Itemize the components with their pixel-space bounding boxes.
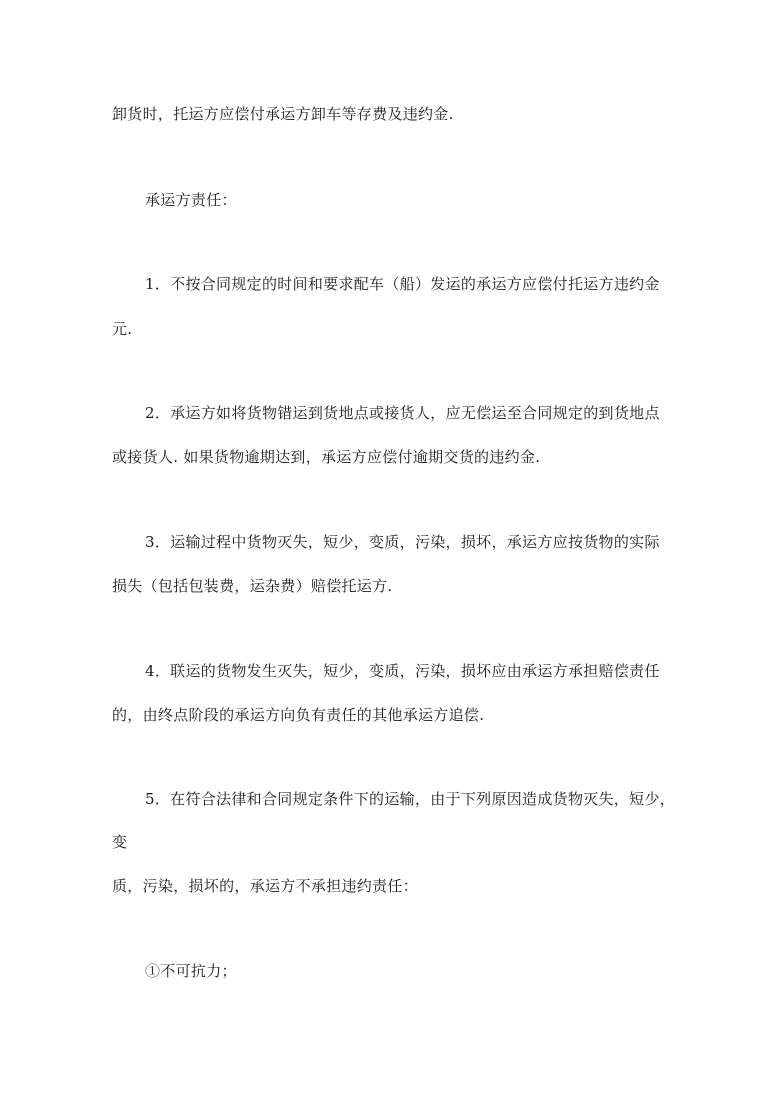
clause-3-line-2: 损失（包括包装费，运杂费）赔偿托运方. <box>112 577 393 595</box>
clause-5-line-3: 质，污染，损坏的，承运方不承担违约责任： <box>112 877 419 895</box>
clause-1-line-2: 元. <box>112 320 133 338</box>
clause-1-line-1: 1．不按合同规定的时间和要求配车（船）发运的承运方应偿付托运方违约金 <box>145 275 660 293</box>
clause-4-line-1: 4．联运的货物发生灭失，短少，变质，污染，损坏应由承运方承担赔偿责任 <box>145 662 660 680</box>
clause-2-line-2: 或接货人. 如果货物逾期达到，承运方应偿付逾期交货的违约金. <box>112 448 541 466</box>
clause-5-line-2: 变 <box>112 833 128 851</box>
text-line-unloading-liability: 卸货时，托运方应偿付承运方卸车等存费及违约金. <box>112 105 454 123</box>
clause-4-line-2: 的，由终点阶段的承运方向负有责任的其他承运方追偿. <box>112 706 485 724</box>
clause-5-line-1: 5．在符合法律和合同规定条件下的运输，由于下列原因造成货物灭失，短少， <box>145 790 676 808</box>
list-item-force-majeure: ①不可抗力； <box>145 962 237 980</box>
section-heading-carrier-liability: 承运方责任： <box>145 191 237 209</box>
clause-3-line-1: 3．运输过程中货物灭失，短少，变质，污染，损坏，承运方应按货物的实际 <box>145 533 660 551</box>
clause-2-line-1: 2．承运方如将货物错运到货地点或接货人，应无偿运至合同规定的到货地点 <box>145 404 660 422</box>
